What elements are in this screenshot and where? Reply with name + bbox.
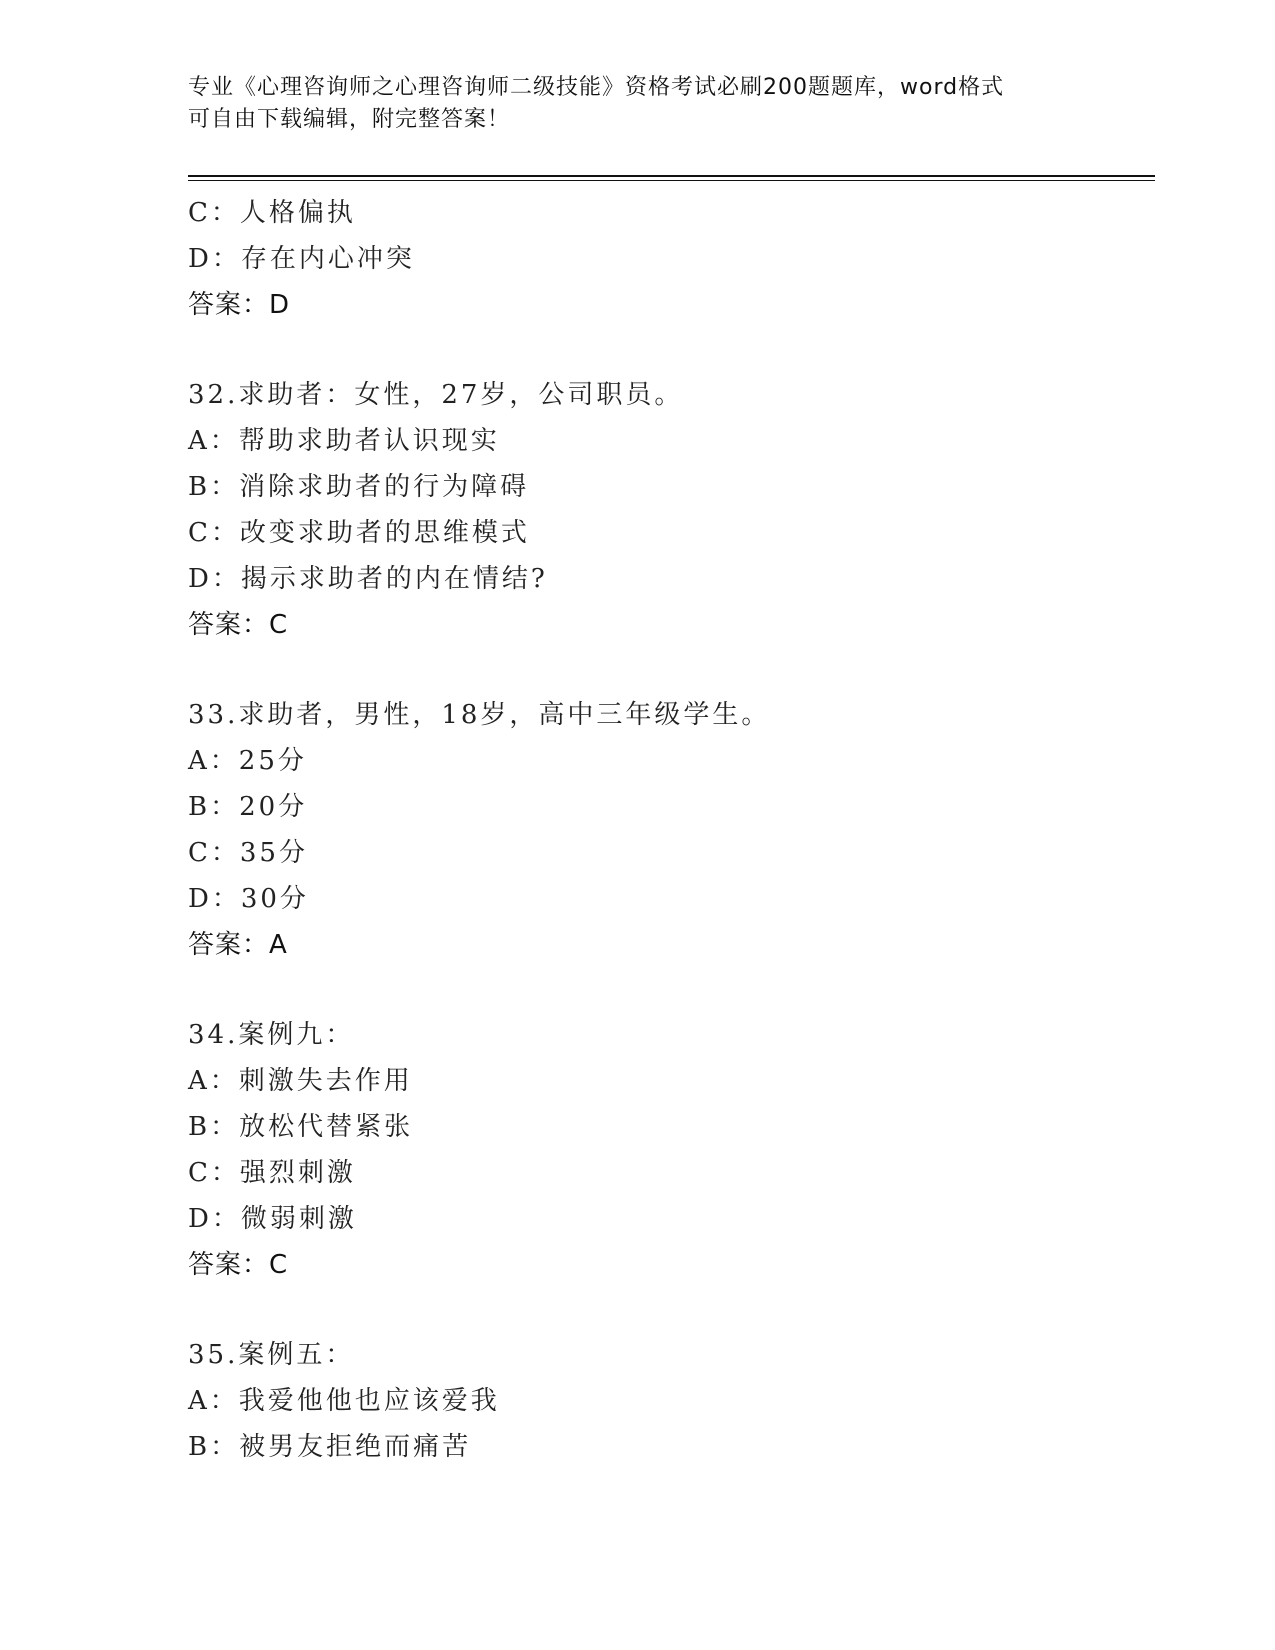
- answer-line: 答案：C: [188, 1250, 289, 1280]
- option-c: C：35分: [188, 838, 308, 868]
- option-d: D：30分: [188, 884, 309, 914]
- question-33: [188, 692, 1155, 968]
- question-32: [188, 372, 1155, 648]
- header-title-line-1: 专业《心理咨询师之心理咨询师二级技能》资格考试必刷200题题库，word格式: [188, 75, 1005, 100]
- option-b: B：被男友拒绝而痛苦: [188, 1432, 472, 1462]
- question-stem: 35.案例五：: [188, 1340, 355, 1370]
- option-d: D：揭示求助者的内在情结?: [188, 564, 548, 594]
- question-stem: 32.求助者：女性，27岁，公司职员。: [188, 380, 684, 410]
- answer-line: 答案：D: [188, 290, 291, 320]
- option-b: B：20分: [188, 792, 308, 822]
- option-d: D：微弱刺激: [188, 1204, 357, 1234]
- option-b: B：消除求助者的行为障碍: [188, 472, 530, 502]
- question-list: [188, 190, 1155, 1470]
- answer-line: 答案：A: [188, 930, 288, 960]
- question-stem: 34.案例九：: [188, 1020, 355, 1050]
- document-header: [188, 72, 1088, 136]
- question-stem: 33.求助者，男性，18岁，高中三年级学生。: [188, 700, 771, 730]
- option-a: A：刺激失去作用: [188, 1066, 413, 1096]
- option-a: A：我爱他他也应该爱我: [188, 1386, 500, 1416]
- option-a: A：帮助求助者认识现实: [188, 426, 500, 456]
- option-a: A：25分: [188, 746, 307, 776]
- option-c: C：人格偏执: [188, 198, 356, 228]
- option-d: D：存在内心冲突: [188, 244, 415, 274]
- question-31-continued: [188, 190, 1155, 328]
- header-divider-thick: [188, 175, 1155, 177]
- option-c: C：改变求助者的思维模式: [188, 518, 530, 548]
- question-34: [188, 1012, 1155, 1288]
- answer-line: 答案：C: [188, 610, 289, 640]
- header-title-line-2: 可自由下载编辑，附完整答案！: [188, 107, 511, 132]
- header-divider-thin: [188, 180, 1155, 181]
- question-35: [188, 1332, 1155, 1470]
- option-b: B：放松代替紧张: [188, 1112, 414, 1142]
- option-c: C：强烈刺激: [188, 1158, 356, 1188]
